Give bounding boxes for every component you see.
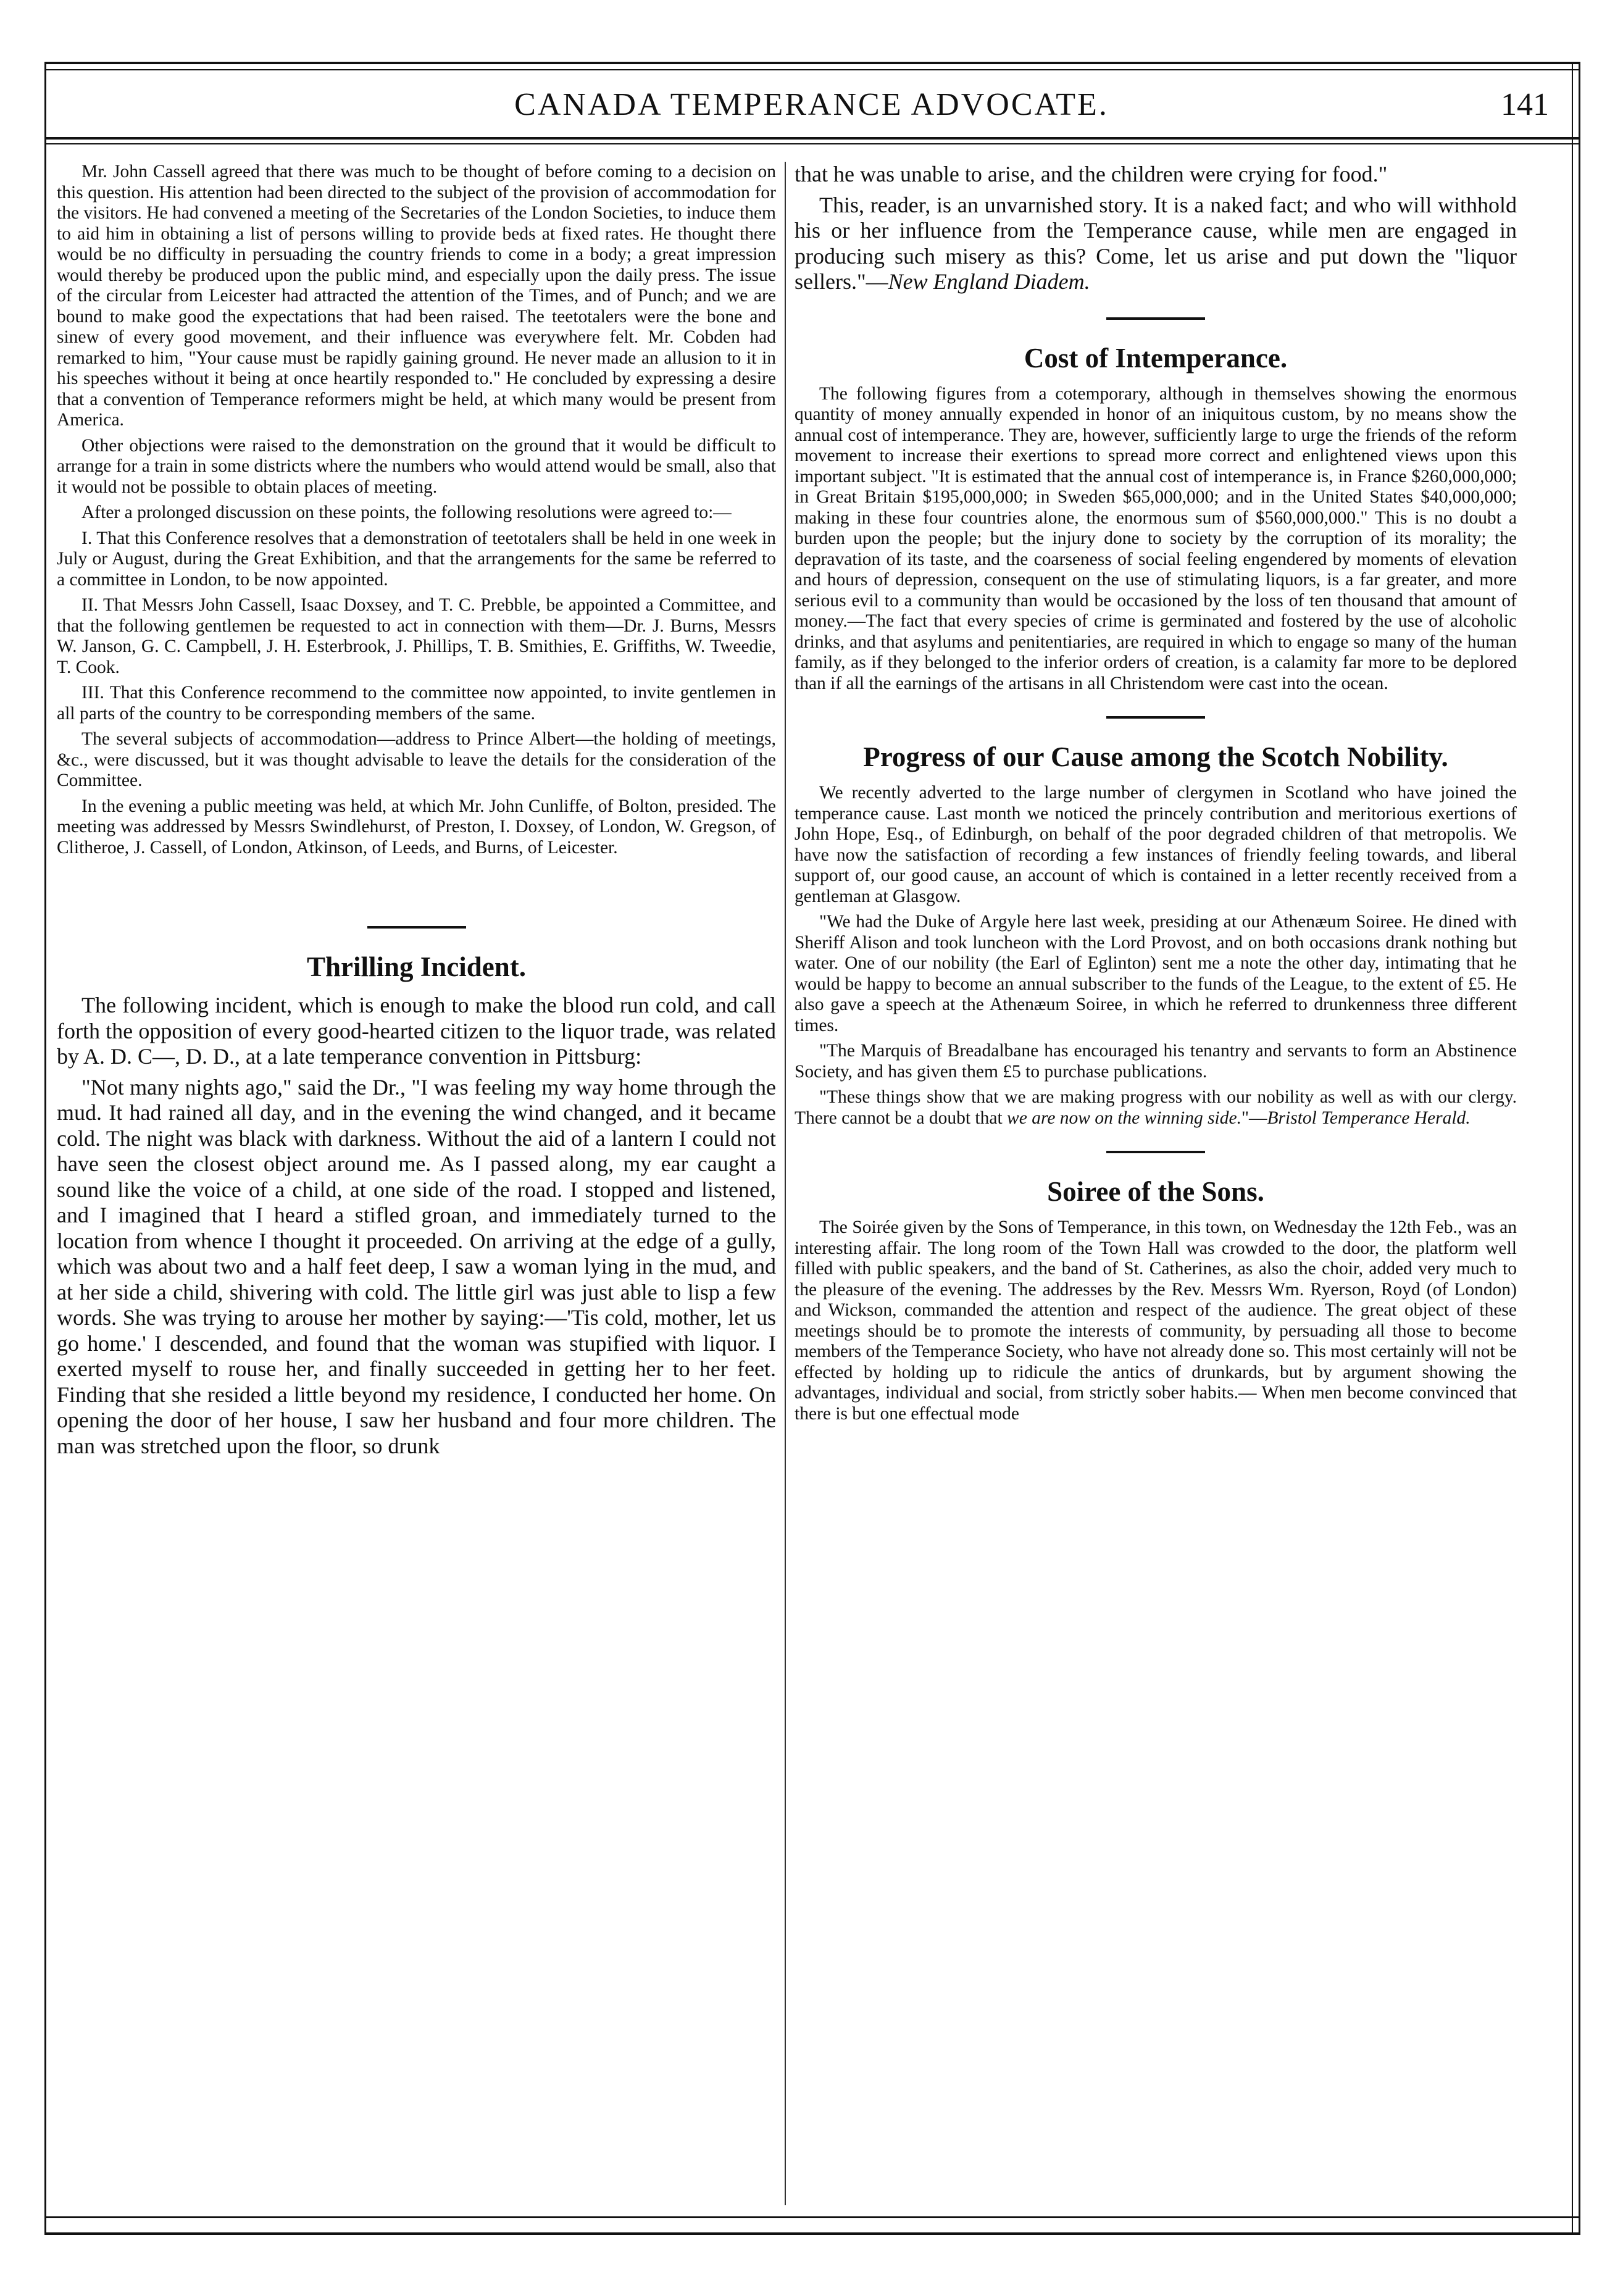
- section-separator: [367, 926, 466, 929]
- article-paragraph: "We had the Duke of Argyle here last week, presiding at our Athenæum Soiree. He dined with Sheriff Alison and took luncheon with the Lord Provost, and on both occasions drank nothing but water. One of our nobility (the Earl of Eglinton) sent me a note the other day, intimating that he would be happy to become an annual subscriber to the funds of the League, to the extent of £5. He also gave a speech at the Athenæum Soiree, in which he referred to drunkenness three different times.: [795, 912, 1517, 1035]
- article-text: "These things show that we are making progress with our nobility as well as with our clergy. There cannot be a doubt that: [795, 1087, 1517, 1128]
- left-border-rule: [44, 62, 46, 2235]
- source-attribution: Bristol Temperance Herald.: [1267, 1108, 1471, 1128]
- section-separator: [1106, 716, 1205, 719]
- article-paragraph: The Soirée given by the Sons of Temperance, in this town, on Wednesday the 12th Feb., was an interesting affair. The long room of the Town Hall was crowded to the door, the platform well filled with public speakers, and the band of St. Catherines, as also the choir, added very much to the pleasure of the evening. The addresses by the Rev. Messrs Wm. Ryerson, Royd (of London) and Wickson, commanded the attention and respect of the audience. The great object of these meetings should be to promote the interests of community, by persuading all those to become members of the Temperance Society, who have not already done so. This most certainly will not be effected by holding up to ridicule the antics of drunkards, but by argument showing the advantages, individual and social, from strictly sober habits.— When men become convinced that there is but one effectual mode: [795, 1217, 1517, 1424]
- article-paragraph: The following incident, which is enough to make the blood run cold, and call forth the opposition of every good-hearted citizen to the liquor trade, was related by A. D. C—, D. D., at a late temperance convention in Pittsburg:: [57, 993, 776, 1069]
- top-border-rule: [44, 62, 1580, 64]
- right-border-rule: [1579, 62, 1580, 2235]
- bottom-border-rule: [44, 2232, 1580, 2235]
- article-paragraph: In the evening a public meeting was held, at which Mr. John Cunliffe, of Bolton, presided. The meeting was addressed by Messrs Swindlehurst, of Preston, I. Doxsey, of London, W. Gregson, of Clitheroe, J. Cassell, of London, Atkinson, of Leeds, and Burns, of Leicester.: [57, 796, 776, 858]
- bottom-rule: [44, 2216, 1580, 2218]
- article-paragraph: "The Marquis of Breadalbane has encouraged his tenantry and servants to form an Abstinence Society, and has given them £5 to purchase publications.: [795, 1041, 1517, 1082]
- header-bottom-rule: [44, 137, 1580, 140]
- article-paragraph: Other objections were raised to the demonstration on the ground that it would be difficult to arrange for a train in some districts where the numbers who would attend would be small, also that it would not be possible to obtain places of meeting.: [57, 435, 776, 497]
- header-bottom-thin-rule: [44, 143, 1580, 144]
- left-column: [57, 162, 776, 1464]
- article-paragraph: We recently adverted to the large number of clergymen in Scotland who have joined the temperance cause. Last month we noticed the princely contribution and meritorious exertions of John Hope, Esq., of Edinburgh, on behalf of the poor degraded children of that metropolis. We have now the satisfaction of recording a few instances of friendly feeling towards, and liberal support of, our good cause, an account of which is contained in a letter recently received from a gentleman at Glasgow.: [795, 783, 1517, 906]
- article-text: "—: [1241, 1108, 1267, 1128]
- right-border-inner-rule: [1572, 62, 1573, 2235]
- article-paragraph: [795, 193, 1517, 295]
- masthead-title: CANADA TEMPERANCE ADVOCATE.: [514, 87, 1109, 122]
- article-paragraph: that he was unable to arise, and the children were crying for food.": [795, 162, 1388, 186]
- article-text: This, reader, is an unvarnished story. It is a naked fact; and who will withhold his or her influence from the Temperance cause, while men are engaged in producing such misery as this? Come, let us arise and put down the "liquor sellers."—: [795, 192, 1517, 294]
- header-top-rule: [44, 69, 1580, 70]
- resolution-paragraph: II. That Messrs John Cassell, Isaac Doxsey, and T. C. Prebble, be appointed a Committee, and that the following gentlemen be requested to act in connection with them—Dr. J. Burns, Messrs W. Janson, G. C. Campbell, J. H. Esterbrook, J. Phillips, T. B. Smithies, E. Griffiths, W. Tweedie, T. Cook.: [57, 595, 776, 677]
- emphasized-text: we are now on the winning side.: [1007, 1108, 1241, 1128]
- article-paragraph: After a prolonged discussion on these points, the following resolutions were agreed to:—: [81, 503, 732, 522]
- section-separator: [1106, 317, 1205, 320]
- right-column: [795, 162, 1517, 1429]
- article-paragraph: [795, 1087, 1517, 1129]
- article-paragraph: The following figures from a cotemporary, although in themselves showing the enormous quantity of money annually expended in honor of an iniquitous custom, by no means show the annual cost of intemperance. They are, however, sufficiently large to urge the friends of the reform movement to increase their exertions to spread more correct and enlightened views upon this important subject. "It is estimated that the annual cost of intemperance is, in France $260,000,000; in Great Britain $195,000,000; in Sweden $65,000,000; and in the United States $40,000,000; making in these four countries alone, the enormous sum of $560,000,000." This is no doubt a burden upon the people; but the injury done to society by the corruption of its morality; the depravation of its taste, and the coarseness of social feeling engendered by moments of elevation and hours of depression, consequent on the use of stimulating liquors, is a far greater, and more serious evil to a community than would be occasioned by the loss of ten thousand that amount of money.—The fact that every species of crime is germinated and fostered by the use of alcoholic drinks, and that asylums and penitentiaries, are required in which to engage so many of the human family, as if they belonged to the inferior orders of creation, is a calamity far more to be deplored than if all the earnings of the artisans in all Christendom were cast into the ocean.: [795, 383, 1517, 693]
- resolution-paragraph: III. That this Conference recommend to the committee now appointed, to invite gentlemen in all parts of the country to be corresponding members of the same.: [57, 683, 776, 724]
- column-divider: [785, 162, 786, 2205]
- article-heading-thrilling-incident: Thrilling Incident.: [306, 951, 527, 982]
- article-paragraph: The several subjects of accommodation—address to Prince Albert—the holding of meetings, &c., were discussed, but it was thought advisable to leave the details for the consideration of the Committee.: [57, 729, 776, 790]
- source-attribution: New England Diadem.: [888, 269, 1090, 294]
- article-paragraph: "Not many nights ago," said the Dr., "I was feeling my way home through the mud. It had rained all day, and in the evening the wind changed, and it became cold. The night was black with darkness. Without the aid of a lantern I could not have seen the closest object around me. As I passed along, my ear caught a sound like the voice of a child, at one side of the road. I stopped and listened, and I imagined that I heard a stifled groan, and immediately turned to the location from whence I thought it proceeded. On arriving at the edge of a gully, which was about two and a half feet deep, I saw a woman lying in the mud, and at her side a child, shivering with cold. The little girl was just able to lisp a few words. She was trying to arouse her mother by saying:—'Tis cold, mother, let us go home.' I descended, and found that the woman was stupified with liquor. I exerted myself to rouse her, and finally succeeded in getting her to her feet. Finding that she resided a little beyond my residence, I conducted her home. On opening the door of her house, I saw her husband and four more children. The man was stretched upon the floor, so drunk: [57, 1074, 776, 1458]
- article-paragraph: Mr. John Cassell agreed that there was much to be thought of before coming to a decision on this question. His attention had been directed to the subject of the provision of accommodation for the visitors. He had convened a meeting of the Secretaries of the London Societies, to induce them to aid him in obtaining a list of persons willing to provide beds at fixed rates. He thought there would be no difficulty in persuading the country friends to come in a body; a great impression would thereby be produced upon the public mind, and especially upon the daily press. The issue of the circular from Leicester had attracted the attention of the Times, and of Punch; and we are bound to make good the expectations that had been raised. The teetotalers were the bone and sinew of every good movement, and their influence was everywhere felt. Mr. Cobden had remarked to him, "Your cause must be rapidly gaining ground. He never made an allusion to it in his speeches without it being at once heartily responded to." He concluded by expressing a desire that a convention of Temperance reformers might be held, at which many would be present from America.: [57, 162, 776, 430]
- article-heading-progress-scotch-nobility: Progress of our Cause among the Scotch Nobility.: [863, 741, 1448, 772]
- section-separator: [1106, 1151, 1205, 1153]
- page-number: 141: [1501, 87, 1549, 122]
- article-heading-cost-of-intemperance: Cost of Intemperance.: [1024, 342, 1288, 374]
- article-heading-soiree-of-the-sons: Soiree of the Sons.: [1047, 1176, 1264, 1207]
- resolution-paragraph: I. That this Conference resolves that a demonstration of teetotalers shall be held in one week in July or August, during the Great Exhibition, and that the arrangements for the same be referred to a committee in London, to be now appointed.: [57, 528, 776, 590]
